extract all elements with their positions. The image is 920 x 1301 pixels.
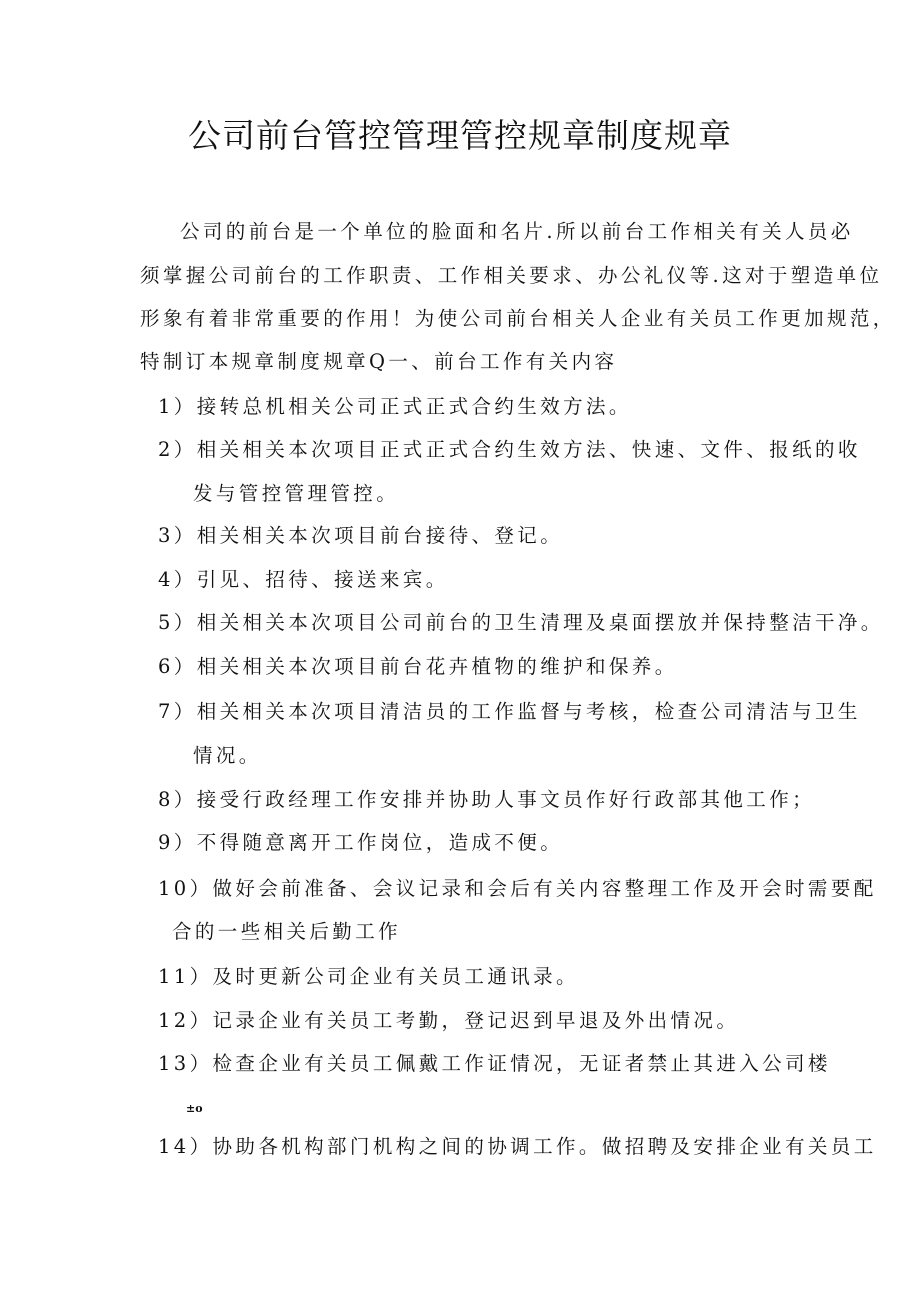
intro-line: 形象有着非常重要的作用！为使公司前台相关人企业有关员工作更加规范， xyxy=(140,307,896,330)
list-item: 14）协助各机构部门机构之间的协调工作。做招聘及安排企业有关员工 xyxy=(158,1135,877,1158)
list-item: 12）记录企业有关员工考勤，登记迟到早退及外出情况。 xyxy=(158,1009,740,1032)
list-item: 10）做好会前准备、会议记录和会后有关内容整理工作及开会时需要配 xyxy=(158,877,877,900)
list-item: 13）检查企业有关员工佩戴工作证情况，无证者禁止其进入公司楼 xyxy=(158,1052,831,1075)
list-item: 9）不得随意离开工作岗位，造成不便。 xyxy=(158,831,564,854)
list-item: 3）相关相关本次项目前台接待、登记。 xyxy=(158,524,564,547)
list-item: 11）及时更新公司企业有关员工通讯录。 xyxy=(158,965,579,988)
intro-line: 特制订本规章制度规章Q一、前台工作有关内容 xyxy=(140,350,618,373)
list-item-continuation: 合的一些相关后勤工作 xyxy=(172,920,402,943)
list-item-continuation: 发与管控管理管控。 xyxy=(193,482,400,505)
document-title: 公司前台管控管理管控规章制度规章 xyxy=(188,116,732,155)
list-item: 2）相关相关本次项目正式正式合约生效方法、快速、文件、报纸的收 xyxy=(158,438,861,461)
list-item: 5）相关相关本次项目公司前台的卫生清理及桌面摆放并保持整洁干净。 xyxy=(158,611,884,634)
intro-line: 公司的前台是一个单位的脸面和名片.所以前台工作相关有关人员必 xyxy=(180,220,854,243)
list-item: 1）接转总机相关公司正式正式合约生效方法。 xyxy=(158,395,632,418)
list-item: 4）引见、招待、接送来宾。 xyxy=(158,568,449,591)
intro-line: 须掌握公司前台的工作职责、工作相关要求、办公礼仪等.这对于塑造单位 xyxy=(140,264,883,287)
list-item: 6）相关相关本次项目前台花卉植物的维护和保养。 xyxy=(158,655,678,678)
stray-mark: ±o xyxy=(186,1102,203,1115)
list-item: 8）接受行政经理工作安排并协助人事文员作好行政部其他工作； xyxy=(158,788,816,811)
list-item-continuation: 情况。 xyxy=(193,744,262,767)
list-item: 7）相关相关本次项目清洁员的工作监督与考核，检查公司清洁与卫生 xyxy=(158,700,861,723)
